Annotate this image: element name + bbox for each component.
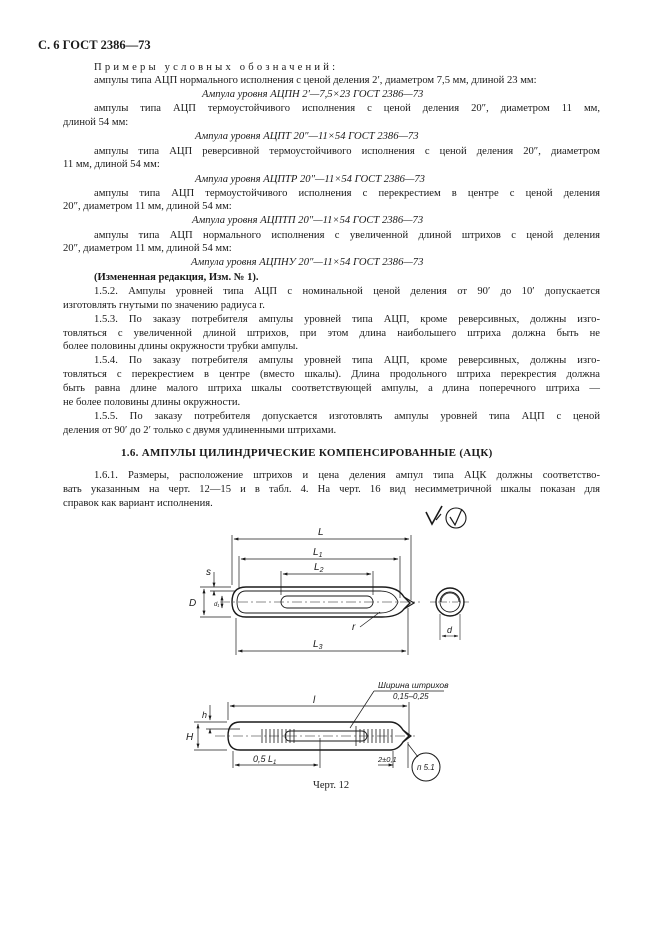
example-4-text: ампулы типа АЦП термоустойчивого исполнения с перекрестием в центре с ценой деления	[94, 188, 600, 199]
svg-text:s: s	[206, 567, 211, 578]
clause-1-5-4-line-3: быть равна длине малого штриха шкалы соответствующей ампулы, а длина поперечного штриха —	[63, 383, 600, 394]
top-dimension-labels	[189, 527, 356, 651]
example-2-text-cont: длиной 54 мм:	[63, 117, 129, 128]
clause-1-6-1-line-3: справок как вариант исполнения.	[63, 498, 213, 509]
svg-text:D: D	[189, 598, 197, 609]
clause-1-5-3-line-2: товляться с увеличенной длиной штрихов, при этом длина наибольшего штриха должна быть не	[63, 328, 600, 339]
svg-text:d₁: d₁	[214, 602, 220, 608]
clause-1-6-1-line-1: 1.6.1. Размеры, расположение штрихов и цена деления ампул типа АЦК должны соответство-	[94, 470, 600, 481]
clause-1-5-2-line-1: 1.5.2. Ампулы уровней типа АЦП с номинальной ценой деления от 90′ до 10′ допускается	[94, 286, 600, 297]
ampoule-top-view	[220, 587, 420, 617]
page-header: С. 6 ГОСТ 2386—73	[38, 38, 151, 52]
stroke-width-title: Ширина штрихов	[378, 680, 449, 690]
clause-1-6-1-line-2: вать указанным на черт. 12—15 и в табл. 4. На черт. 16 вид несимметричной шкалы показан для	[63, 484, 600, 495]
top-dimensions	[200, 535, 411, 655]
example-1-text: ампулы типа АЦП нормального исполнения с ценой деления 2′, диаметром 7,5 мм, длиной 23 мм:	[94, 75, 537, 86]
svg-text:r: r	[352, 622, 356, 633]
scale-view-dimensions	[194, 691, 444, 768]
example-5-text: ампулы типа АЦП нормального исполнения с увеличенной длиной штрихов с ценой деления	[94, 230, 600, 241]
svg-text:h: h	[202, 710, 208, 720]
example-5-text-cont: 20″, диаметром 11 мм, длиной 54 мм:	[63, 243, 232, 254]
svg-text:H: H	[186, 732, 194, 743]
example-2-designation: Ампула уровня АЦПТ 20″—11×54 ГОСТ 2386—73	[195, 131, 419, 142]
section-1-6-title: 1.6. АМПУЛЫ ЦИЛИНДРИЧЕСКИЕ КОМПЕНСИРОВАННЫЕ (АЦК)	[121, 447, 493, 459]
roughness-symbol	[426, 506, 466, 528]
dim-d-label: d	[447, 625, 453, 635]
clause-1-5-3-line-3: более половины длины окружности трубки ампулы.	[63, 341, 299, 352]
ampoule-scale-view	[215, 722, 415, 750]
clause-1-5-4-line-4: не более половины длины окружности.	[63, 397, 241, 408]
svg-text:0,5 L1: 0,5 $L_1$	[253, 754, 277, 766]
clause-1-5-5-line-2: деления от 90′ до 2′ только с двумя удлиненными штрихами.	[63, 425, 337, 436]
clause-1-5-3-line-1: 1.5.3. По заказу потребителя ампулы уровней типа АЦП, кроме реверсивных, должны изго-	[94, 314, 600, 325]
example-3-text-cont: 11 мм, длиной 54 мм:	[63, 159, 160, 170]
detail-callout-label: п 5.1	[417, 763, 435, 772]
tolerance-label: 2±0,1	[378, 755, 397, 764]
example-5-designation: Ампула уровня АЦПНУ 20″—11×54 ГОСТ 2386—73	[191, 257, 424, 268]
examples-heading: Примеры условных обозначений:	[94, 62, 339, 73]
example-2-text: ампулы типа АЦП термоустойчивого исполнения с ценой деления 20″, диаметром 11 мм,	[94, 103, 600, 114]
amendment-note: (Измененная редакция, Изм. № 1).	[94, 272, 259, 283]
clause-1-5-4-line-1: 1.5.4. По заказу потребителя ампулы уровней типа АЦП, кроме реверсивных, должны изго-	[94, 355, 600, 366]
svg-text:l: l	[313, 695, 316, 706]
example-3-text: ампулы типа АЦП реверсивной термоустойчивого исполнения с ценой деления 20″, диаметром	[94, 146, 600, 157]
stroke-width-value: 0,15–0,25	[393, 692, 429, 701]
example-4-text-cont: 20″, диаметром 11 мм, длиной 54 мм:	[63, 201, 232, 212]
clause-1-5-5-line-1: 1.5.5. По заказу потребителя допускается изготовлять ампулы уровней типа АЦП с ценой	[94, 411, 600, 422]
example-1-designation: Ампула уровня АЦПН 2′—7,5×23 ГОСТ 2386—73	[202, 89, 424, 100]
svg-text:L: L	[318, 527, 324, 538]
clause-1-5-2-line-2: изготовлять гнутыми по значению радиуса r.	[63, 300, 265, 311]
svg-text:L2: $L_2$	[314, 562, 324, 574]
svg-text:L3: $L_3$	[313, 639, 323, 651]
example-4-designation: Ампула уровня АЦПТП 20″—11×54 ГОСТ 2386—73	[192, 215, 424, 226]
example-3-designation: Ампула уровня АЦПТР 20″—11×54 ГОСТ 2386—73	[195, 174, 425, 185]
svg-text:L1: $L_1$	[313, 547, 323, 559]
clause-1-5-4-line-2: товляться с перекрестием в центре (вместо шкалы). Длина продольного штриха перекрестия должна	[63, 369, 600, 380]
figure-caption: Черт. 12	[313, 780, 350, 791]
